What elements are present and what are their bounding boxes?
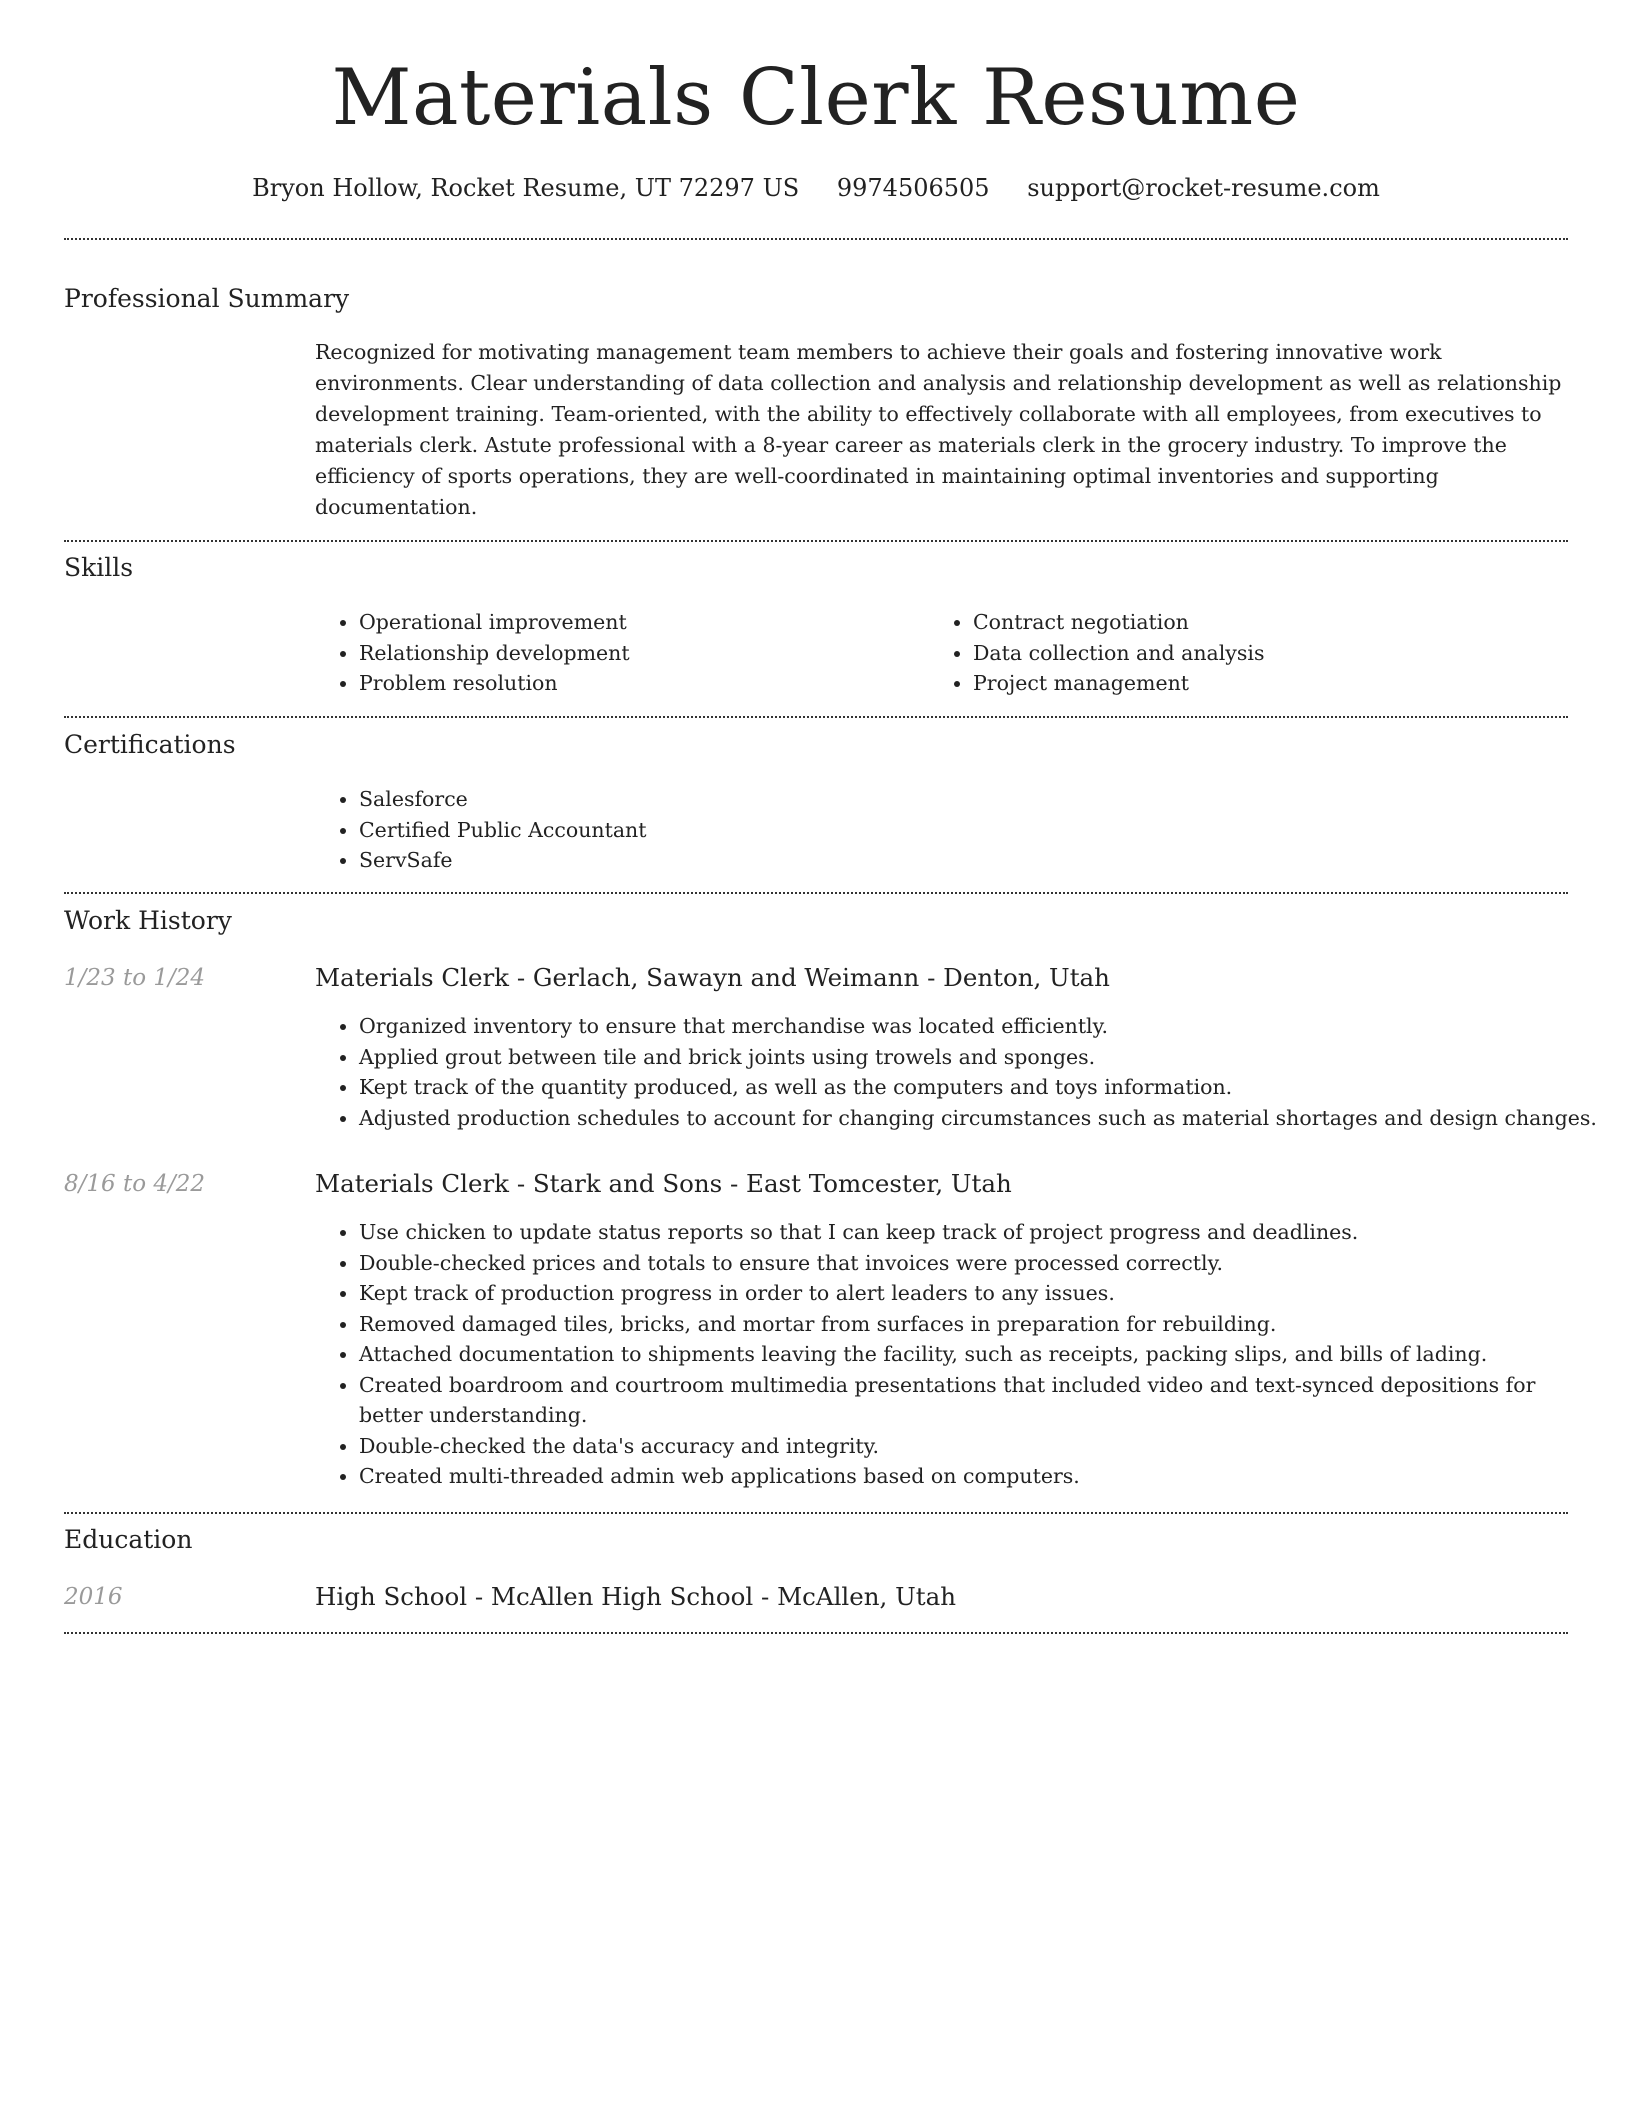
certification-item: • Salesforce [359, 784, 1568, 815]
skill-item: • Project management [973, 668, 1529, 699]
job-bullet: • Use chicken to update status reports so that I can keep track of project progress and deadlines. [359, 1217, 1568, 1248]
summary-text: Recognized for motivating management team members to achieve their goals and fostering innovative work environments. Clear understanding of data collection and analysis and relationship development as well as relationship development training. Team-oriented, with the ability to effectively collaborate with all employees, from executives to materials clerk. Astute professional with a 8-year career as materials clerk in the grocery industry. To improve the efficiency of sports operations, they are well-coordinated in maintaining optimal inventories and supporting documentation. [315, 340, 1562, 519]
job-bullet: • Created multi-threaded admin web applications based on computers. [359, 1461, 1568, 1492]
job-title: Materials Clerk - Gerlach, Sawayn and Weimann - Denton, Utah [315, 963, 1110, 992]
contact-phone: 9974506505 [836, 174, 990, 202]
contact-line [64, 170, 1568, 206]
job-dates: 8/16 to 4/22 [64, 1171, 206, 1197]
job-bullet: • Kept track of production progress in order to alert leaders to any issues. [359, 1278, 1568, 1309]
certifications-block [315, 784, 1568, 876]
skills-column-right [929, 607, 1529, 699]
job-bullet: • Organized inventory to ensure that merchandise was located efficiently. [359, 1011, 1568, 1042]
certification-item: • Certified Public Accountant [359, 815, 1568, 846]
divider [64, 892, 1568, 894]
job-bullet: • Double-checked the data's accuracy and integrity. [359, 1431, 1568, 1462]
skills-column-left [315, 607, 915, 699]
summary-block [315, 337, 1568, 523]
skill-item: • Operational improvement [359, 607, 915, 638]
divider [64, 1632, 1568, 1634]
skill-item: • Contract negotiation [973, 607, 1529, 638]
divider [64, 1512, 1568, 1514]
section-heading-certifications: Certifications [64, 730, 236, 759]
section-heading-summary: Professional Summary [64, 284, 350, 313]
skill-item: • Relationship development [359, 638, 915, 669]
job-bullet: • Double-checked prices and totals to ensure that invoices were processed correctly. [359, 1248, 1568, 1279]
job-title: Materials Clerk - Stark and Sons - East Tomcester, Utah [315, 1169, 1012, 1198]
divider [64, 238, 1568, 240]
job-bullets [315, 1217, 1568, 1492]
job-bullets [315, 1011, 1597, 1133]
job-bullet: • Adjusted production schedules to account for changing circumstances such as material shortages and design changes. [359, 1103, 1608, 1134]
divider [64, 716, 1568, 718]
contact-email: support@rocket-resume.com [1027, 174, 1380, 202]
job-bullet: • Applied grout between tile and brick joints using trowels and sponges. [359, 1042, 1568, 1073]
section-heading-education: Education [64, 1525, 193, 1554]
section-heading-work-history: Work History [64, 906, 232, 935]
job-dates: 1/23 to 1/24 [64, 965, 206, 991]
education-year: 2016 [64, 1584, 123, 1610]
job-bullet: • Attached documentation to shipments leaving the facility, such as receipts, packing slips, and bills of lading. [359, 1339, 1568, 1370]
skill-item: • Data collection and analysis [973, 638, 1529, 669]
education-title: High School - McAllen High School - McAllen, Utah [315, 1582, 956, 1611]
divider [64, 540, 1568, 542]
contact-address: Bryon Hollow, Rocket Resume, UT 72297 US [252, 174, 800, 202]
job-bullet: • Created boardroom and courtroom multimedia presentations that included video and text-synced depositions for better understanding. [359, 1370, 1568, 1431]
certification-item: • ServSafe [359, 845, 1568, 876]
skills-block [315, 607, 1568, 703]
job-bullet: • Removed damaged tiles, bricks, and mortar from surfaces in preparation for rebuilding. [359, 1309, 1568, 1340]
job-bullet: • Kept track of the quantity produced, as well as the computers and toys information. [359, 1072, 1568, 1103]
skill-item: • Problem resolution [359, 668, 915, 699]
resume-title: Materials Clerk Resume [331, 53, 1301, 143]
section-heading-skills: Skills [64, 553, 134, 582]
